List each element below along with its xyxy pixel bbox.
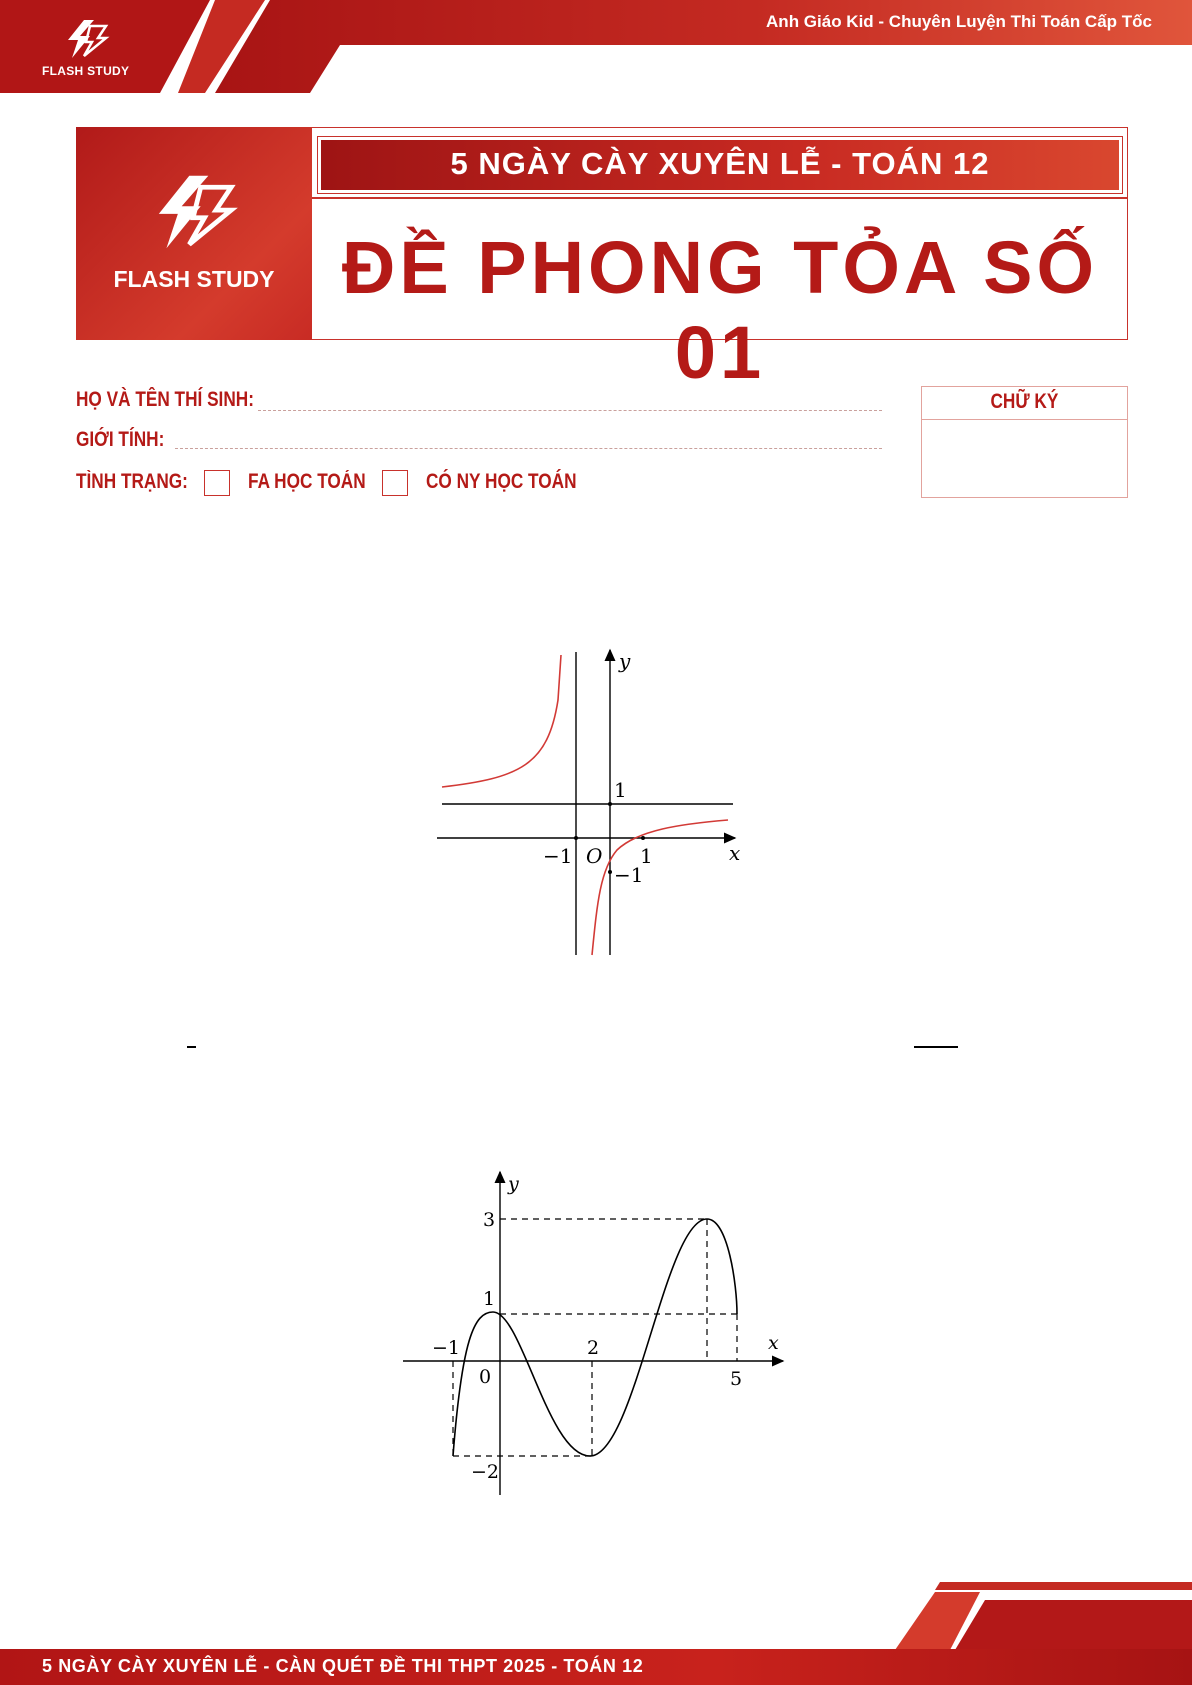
gender-label: GIỚI TÍNH: (76, 428, 165, 451)
hyperbola-graph (430, 645, 760, 960)
header-tagline: Anh Giáo Kid - Chuyên Luyện Thi Toán Cấp Tốc (766, 12, 1152, 31)
x-tick-minus-1: −1 (432, 1337, 461, 1359)
x-axis-label: x (768, 1332, 779, 1354)
y-tick-3: 3 (483, 1209, 496, 1231)
name-label: HỌ VÀ TÊN THÍ SINH: (76, 388, 254, 411)
y-tick-1: 1 (614, 778, 627, 802)
gender-field[interactable] (175, 448, 882, 449)
fa-checkbox[interactable] (204, 470, 230, 496)
hyperbola-curve (442, 655, 728, 955)
x-tick-2: 2 (587, 1337, 600, 1359)
y-axis-label: y (508, 1173, 519, 1195)
flash-logo-icon (64, 18, 110, 60)
title-brand: FLASH STUDY (113, 266, 275, 292)
origin-label: O (586, 844, 603, 868)
status-label: TÌNH TRẠNG: (76, 470, 188, 493)
fa-option-label: FA HỌC TOÁN (248, 470, 366, 493)
ny-option-label: CÓ NY HỌC TOÁN (426, 470, 577, 493)
cubic-graph (395, 1165, 795, 1505)
x-axis-label: x (729, 841, 741, 865)
fraction-bar (914, 1046, 958, 1048)
x-tick-1: 1 (640, 844, 653, 868)
header-brand: FLASH STUDY (42, 64, 130, 78)
footer-decoration (880, 1580, 1192, 1650)
y-tick-1: 1 (483, 1288, 496, 1310)
fraction-bar (187, 1046, 196, 1048)
x-tick-minus-1: −1 (543, 844, 573, 868)
title-divider (312, 197, 1128, 199)
axes (403, 1172, 783, 1495)
axes (437, 650, 735, 955)
ny-checkbox[interactable] (382, 470, 408, 496)
series-title: 5 NGÀY CÀY XUYÊN LỄ - TOÁN 12 (450, 146, 990, 181)
y-axis-label: y (619, 649, 631, 673)
signature-label: CHỮ KÝ (990, 390, 1059, 413)
exam-title: ĐỀ PHONG TỎA SỐ 01 (341, 226, 1099, 394)
y-tick-minus-1: −1 (614, 863, 644, 887)
y-tick-minus-2: −2 (471, 1461, 500, 1483)
x-tick-0: 0 (479, 1366, 492, 1388)
footer-text: 5 NGÀY CÀY XUYÊN LỄ - CÀN QUÉT ĐỀ THI THPT 2025 - TOÁN 12 (42, 1656, 644, 1676)
name-field[interactable] (258, 410, 882, 411)
flash-logo-icon-large (150, 172, 240, 252)
x-tick-5: 5 (730, 1368, 743, 1390)
